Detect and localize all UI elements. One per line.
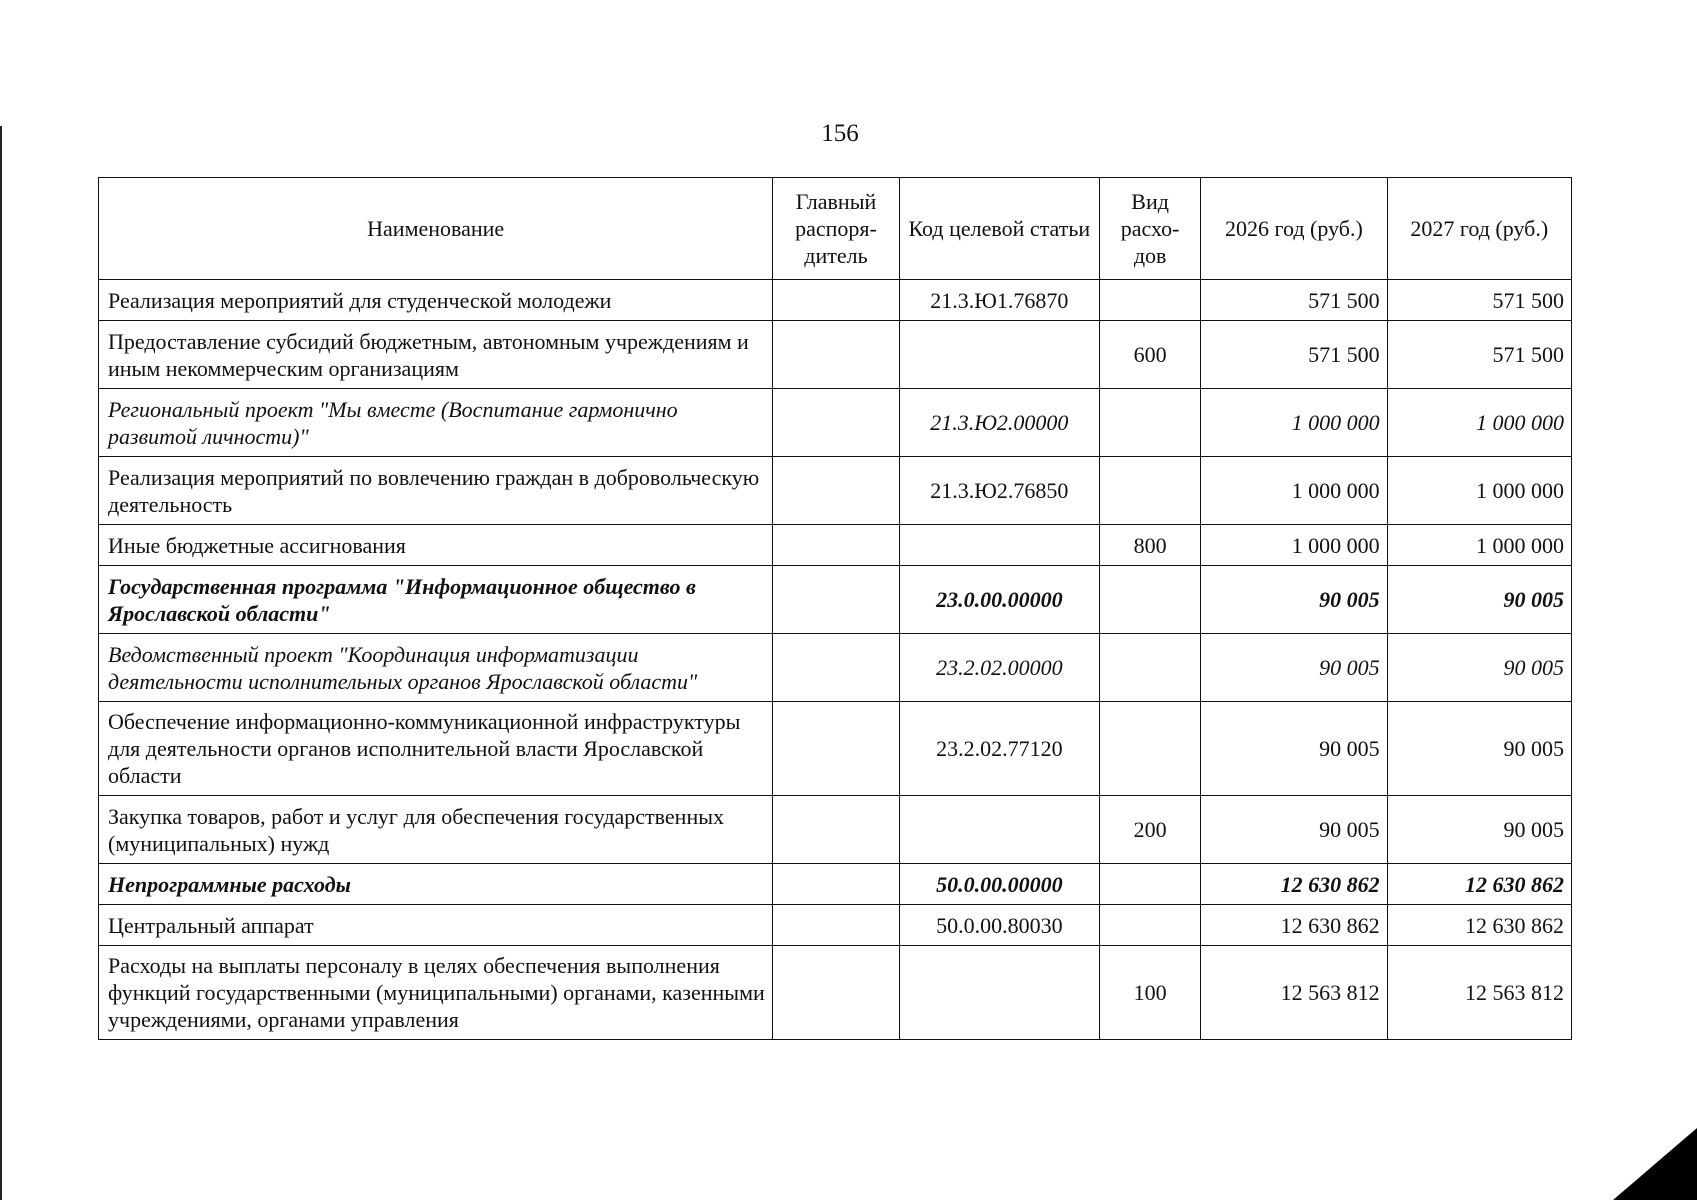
header-name: Наименование <box>99 178 773 280</box>
cell-code: 23.0.00.00000 <box>899 566 1099 634</box>
cell-y2027: 12 563 812 <box>1387 946 1571 1040</box>
cell-y2026: 12 630 862 <box>1201 905 1387 946</box>
cell-name: Центральный аппарат <box>99 905 773 946</box>
cell-y2027: 1 000 000 <box>1387 457 1571 525</box>
cell-admin <box>773 864 899 905</box>
cell-admin <box>773 280 899 321</box>
cell-name: Обеспечение информационно-коммуникационной инфраструктуры для деятельности органов исполнительной власти Ярославской области <box>99 702 773 796</box>
cell-admin <box>773 389 899 457</box>
header-admin: Главный распоря-дитель <box>773 178 899 280</box>
cell-y2026: 1 000 000 <box>1201 389 1387 457</box>
cell-y2027: 571 500 <box>1387 321 1571 389</box>
cell-code <box>899 321 1099 389</box>
cell-y2027: 90 005 <box>1387 702 1571 796</box>
cell-name: Закупка товаров, работ и услуг для обеспечения государственных (муниципальных) нужд <box>99 796 773 864</box>
cell-kind <box>1100 634 1201 702</box>
cell-kind <box>1100 280 1201 321</box>
cell-admin <box>773 566 899 634</box>
cell-y2027: 90 005 <box>1387 796 1571 864</box>
table-row <box>99 796 1572 864</box>
cell-code: 50.0.00.00000 <box>899 864 1099 905</box>
budget-table <box>98 177 1572 1040</box>
table-row <box>99 634 1572 702</box>
cell-kind <box>1100 566 1201 634</box>
cell-code: 21.3.Ю2.00000 <box>899 389 1099 457</box>
table-row <box>99 525 1572 566</box>
table-row <box>99 280 1572 321</box>
cell-kind: 800 <box>1100 525 1201 566</box>
page-corner-fold <box>1613 1128 1697 1200</box>
table-row <box>99 457 1572 525</box>
cell-y2026: 90 005 <box>1201 796 1387 864</box>
cell-y2026: 90 005 <box>1201 634 1387 702</box>
table-row <box>99 905 1572 946</box>
table-row <box>99 702 1572 796</box>
cell-admin <box>773 457 899 525</box>
cell-y2026: 12 563 812 <box>1201 946 1387 1040</box>
cell-y2026: 571 500 <box>1201 280 1387 321</box>
cell-code: 23.2.02.00000 <box>899 634 1099 702</box>
cell-code: 21.3.Ю1.76870 <box>899 280 1099 321</box>
cell-code <box>899 946 1099 1040</box>
table-row <box>99 946 1572 1040</box>
cell-admin <box>773 321 899 389</box>
cell-name: Иные бюджетные ассигнования <box>99 525 773 566</box>
cell-y2027: 1 000 000 <box>1387 389 1571 457</box>
table-row <box>99 321 1572 389</box>
cell-kind <box>1100 702 1201 796</box>
scan-edge <box>0 126 2 1200</box>
cell-name: Расходы на выплаты персоналу в целях обеспечения выполнения функций государственными (муниципальными) органами, казенными учреждениями, органами управления <box>99 946 773 1040</box>
cell-y2027: 571 500 <box>1387 280 1571 321</box>
cell-code <box>899 796 1099 864</box>
table-body <box>99 280 1572 1040</box>
cell-kind <box>1100 864 1201 905</box>
cell-code: 23.2.02.77120 <box>899 702 1099 796</box>
cell-y2026: 571 500 <box>1201 321 1387 389</box>
header-y2027: 2027 год (руб.) <box>1387 178 1571 280</box>
cell-admin <box>773 946 899 1040</box>
cell-admin <box>773 796 899 864</box>
cell-admin <box>773 702 899 796</box>
cell-kind <box>1100 457 1201 525</box>
cell-code: 21.3.Ю2.76850 <box>899 457 1099 525</box>
cell-admin <box>773 905 899 946</box>
table-row <box>99 389 1572 457</box>
table-header <box>99 178 1572 280</box>
cell-admin <box>773 634 899 702</box>
table-row <box>99 864 1572 905</box>
cell-kind <box>1100 389 1201 457</box>
cell-y2026: 1 000 000 <box>1201 457 1387 525</box>
header-kind: Вид расхо-дов <box>1100 178 1201 280</box>
cell-code: 50.0.00.80030 <box>899 905 1099 946</box>
header-code: Код целевой статьи <box>899 178 1099 280</box>
page-number: 156 <box>821 120 859 147</box>
cell-name: Ведомственный проект "Координация информатизации деятельности исполнительных органов Ярославской области" <box>99 634 773 702</box>
cell-y2026: 1 000 000 <box>1201 525 1387 566</box>
cell-y2026: 90 005 <box>1201 702 1387 796</box>
cell-y2027: 90 005 <box>1387 634 1571 702</box>
cell-kind <box>1100 905 1201 946</box>
table-row <box>99 566 1572 634</box>
cell-name: Государственная программа "Информационное общество в Ярославской области" <box>99 566 773 634</box>
header-y2026: 2026 год (руб.) <box>1201 178 1387 280</box>
cell-name: Региональный проект "Мы вместе (Воспитание гармонично развитой личности)" <box>99 389 773 457</box>
cell-name: Реализация мероприятий по вовлечению граждан в добровольческую деятельность <box>99 457 773 525</box>
cell-y2026: 90 005 <box>1201 566 1387 634</box>
cell-y2026: 12 630 862 <box>1201 864 1387 905</box>
header-row <box>99 178 1572 280</box>
cell-kind: 200 <box>1100 796 1201 864</box>
cell-kind: 100 <box>1100 946 1201 1040</box>
cell-kind: 600 <box>1100 321 1201 389</box>
cell-y2027: 90 005 <box>1387 566 1571 634</box>
cell-y2027: 12 630 862 <box>1387 864 1571 905</box>
cell-name: Непрограммные расходы <box>99 864 773 905</box>
cell-code <box>899 525 1099 566</box>
cell-y2027: 12 630 862 <box>1387 905 1571 946</box>
cell-admin <box>773 525 899 566</box>
cell-name: Реализация мероприятий для студенческой молодежи <box>99 280 773 321</box>
cell-y2027: 1 000 000 <box>1387 525 1571 566</box>
cell-name: Предоставление субсидий бюджетным, автономным учреждениям и иным некоммерческим организациям <box>99 321 773 389</box>
